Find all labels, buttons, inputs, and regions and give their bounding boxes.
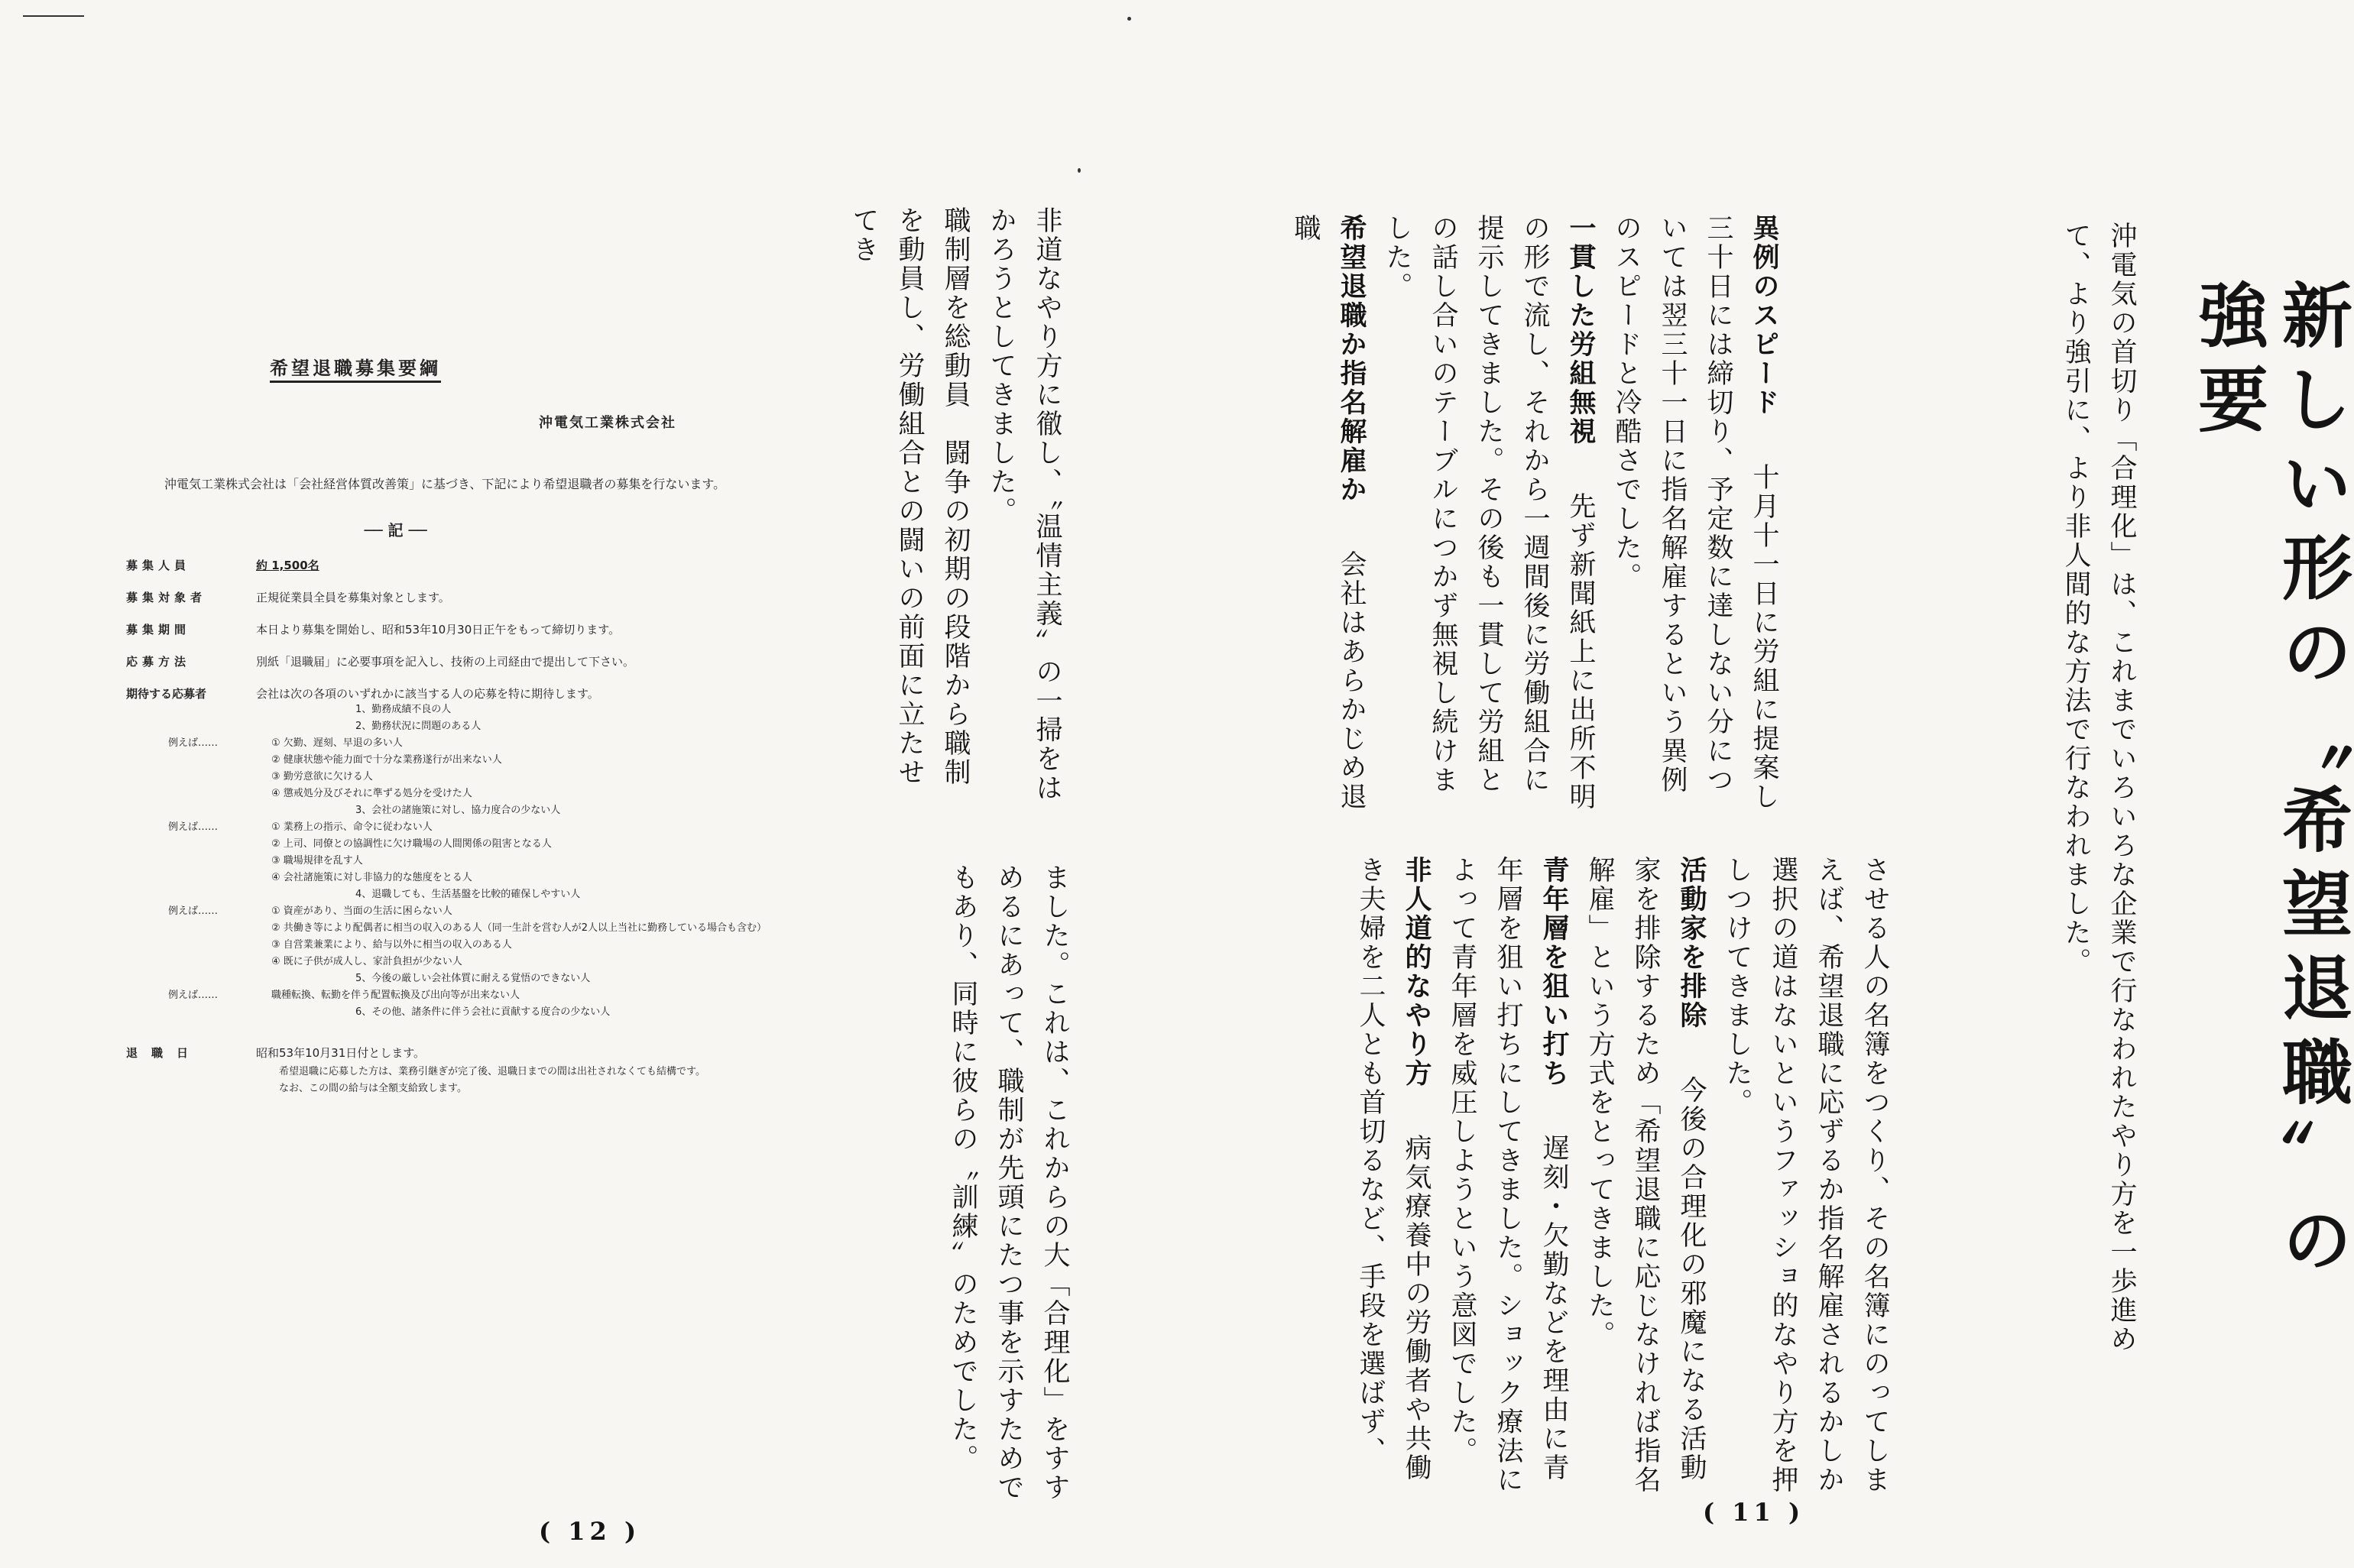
criteria-item: 2、勤務状況に問題のある人: [355, 721, 481, 732]
page-number-left: ( 12 ): [539, 1517, 641, 1546]
criteria-item: 例えば…… ① 業務上の指示、命令に従わない人: [167, 821, 433, 833]
section-lead: 活動家を排除: [1676, 856, 1707, 1030]
criteria-item: ② 上司、同僚との協調性に欠け職場の人間関係の阻害となる人: [271, 838, 552, 850]
left-upper-paragraph-2: 職制層を総動員 闘争の初期の段階から職制を動員し、労働組合との闘いの前面に立たせてき: [848, 206, 971, 787]
section-lead: 異例のスピード: [1749, 214, 1780, 417]
right-page: [1137, 0, 2353, 1568]
section-text: 病気療養中の労働者や共働き夫婦を二人とも首切るなど、手段を選ばず、: [1355, 856, 1432, 1482]
notice-ki: ── 記 ──: [364, 521, 427, 539]
page-number-right: ( 11 ): [1703, 1498, 1805, 1527]
notice-row: 応募方法 別紙「退職届」に必要事項を記入し、技術の上司経由で提出して下さい。: [126, 655, 635, 669]
section-text: 先ず新聞紙上に出所不明の形で流し、それから一週間後に労働組合に提示してきました。その後も一貫して労組との話し合いのテーブルにつかず無視し続けました。: [1382, 214, 1596, 812]
criteria-item: ③ 職場規律を乱す人: [271, 855, 363, 867]
section-lead: 希望退職か指名解雇か: [1336, 214, 1367, 504]
criteria-item: ③ 自営業兼業により、給与以外に相当の収入のある人: [271, 939, 512, 951]
notice-title: 希望退職募集要綱: [241, 359, 470, 377]
left-upper-paragraph-1: 非道なやり方に徹し、〝温情主義〟の一掃をはかろうとしてきました。: [986, 206, 1062, 803]
left-upper-text: [810, 206, 1070, 810]
section-text: させる人の名簿をつくり、その名簿にのってしまえば、希望退職に応ずるか指名解雇されるかしか選択の道はないというファッショ的なやり方を押しつけてきました。: [1722, 856, 1890, 1495]
criteria-item: 例えば…… ① 資産があり、当面の生活に困らない人: [167, 905, 452, 917]
section-inhumane: [1347, 856, 1439, 1505]
notice-row: 募集対象者 正規従業員全員を募集対象とします。: [126, 591, 450, 604]
section-union-ignore: [1374, 214, 1603, 818]
criteria-item: ② 健康状態や能力面で十分な業務遂行が出来ない人: [271, 754, 502, 766]
scan-speck: [1078, 168, 1081, 173]
section-lead: 青年層を狙い打ち: [1539, 856, 1570, 1088]
intro-paragraph: 沖電気の首切り「合理化」は、これまでいろいろな企業で行なわれたやり方を一歩進めて、より強引に、より非人間的な方法で行なわれました。: [2061, 222, 2137, 1354]
section-choice: [1282, 214, 1374, 818]
criteria-item: 例えば…… ① 欠勤、遅刻、早退の多い人: [167, 737, 403, 749]
criteria-item: ④ 既に子供が成人し、家計負担が少ない人: [271, 956, 462, 967]
section-text: 今後の合理化の邪魔になる活動家を排除するため「希望退職に応じなければ指名解雇」という方式をとってきました。: [1584, 856, 1707, 1495]
section-youth: [1439, 856, 1577, 1505]
criteria-item: ② 共働き等により配偶者に相当の収入のある人（同一生計を営む人が2人以上当社に勤務している場合も含む）: [271, 922, 767, 934]
criteria-item: 1、勤務成績不良の人: [355, 704, 452, 715]
retire-note-2: なお、この間の給与は全額支給致します。: [279, 1083, 467, 1094]
notice-retire: 退職日 昭和53年10月31日付とします。 希望退職に応募した方は、業務引継ぎが完了後、退職日までの間は出社されなくても結構です。 なお、この間の給与は全額支給致します。: [126, 1044, 818, 1097]
recruitment-notice: [126, 359, 818, 1097]
criteria-item: 4、退職しても、生活基盤を比較的確保しやすい人: [355, 889, 581, 900]
left-lower-text: [871, 863, 1078, 1521]
notice-row: 募集人員 約 1,500名: [126, 559, 319, 572]
criteria-item: ③ 勤労意欲に欠ける人: [271, 771, 373, 782]
criteria-item: 3、会社の諸施策に対し、協力度合の少ない人: [355, 805, 561, 816]
scan-speck: [1127, 17, 1131, 21]
section-lead: 一貫した労組無視: [1565, 214, 1597, 446]
criteria-item: 6、その他、諸条件に伴う会社に貢献する度合の少ない人: [355, 1006, 611, 1018]
left-lower-paragraph: ました。これは、これからの大「合理化」をすすめるにあって、職制が先頭にたつ事を示すためでもあり、同時に彼らの〝訓練〟のためでした。: [948, 863, 1070, 1502]
section-continued: [1714, 856, 1898, 1505]
section-speed: [1603, 214, 1787, 818]
left-page: [0, 0, 1137, 1568]
section-text: 会社はあらかじめ退職: [1290, 214, 1367, 812]
notice-company: 沖電気工業株式会社: [539, 415, 676, 431]
criteria-item: 例えば…… 職種転換、転勤を伴う配置転換及び出向等が出来ない人: [167, 990, 520, 1001]
upper-sections: [1290, 214, 1787, 818]
section-activists: [1577, 856, 1714, 1505]
scan-speck: [23, 15, 84, 17]
section-text: 十月十一日に労組に提案し三十日には締切り、予定数に達しない分については翌三十一日に指名解雇するという異例のスピードと冷酷さでした。: [1611, 214, 1779, 812]
criteria-list: [126, 701, 818, 1021]
article-title: 新しい形の〝希望退職〟の強要: [2187, 279, 2353, 1288]
notice-row: 期待する応募者 会社は次の各項のいずれかに該当する人の応募を特に期待します。: [126, 687, 599, 701]
criteria-item: ④ 懲戒処分及びそれに準ずる処分を受けた人: [271, 788, 472, 799]
notice-intro: 沖電気工業株式会社は「会社経営体質改善策」に基づき、下記により希望退職者の募集を行ないます。: [164, 477, 726, 491]
retire-note-1: 希望退職に応募した方は、業務引継ぎが完了後、退職日までの間は出社されなくても結構です。: [279, 1066, 705, 1077]
section-lead: 非人道的なやり方: [1401, 856, 1432, 1088]
lower-sections: [1355, 856, 1898, 1505]
criteria-item: ④ 会社諸施策に対し非協力的な態度をとる人: [271, 872, 472, 883]
notice-row: 募集期間 本日より募集を開始し、昭和53年10月30日正午をもって締切ります。: [126, 623, 621, 637]
section-text: 遅刻・欠勤などを理由に青年層を狙い打ちにしてきました。ショック療法によって青年層を威圧しようという意図でした。: [1447, 856, 1569, 1495]
criteria-item: 5、今後の厳しい会社体質に耐える覚悟のできない人: [355, 973, 591, 984]
